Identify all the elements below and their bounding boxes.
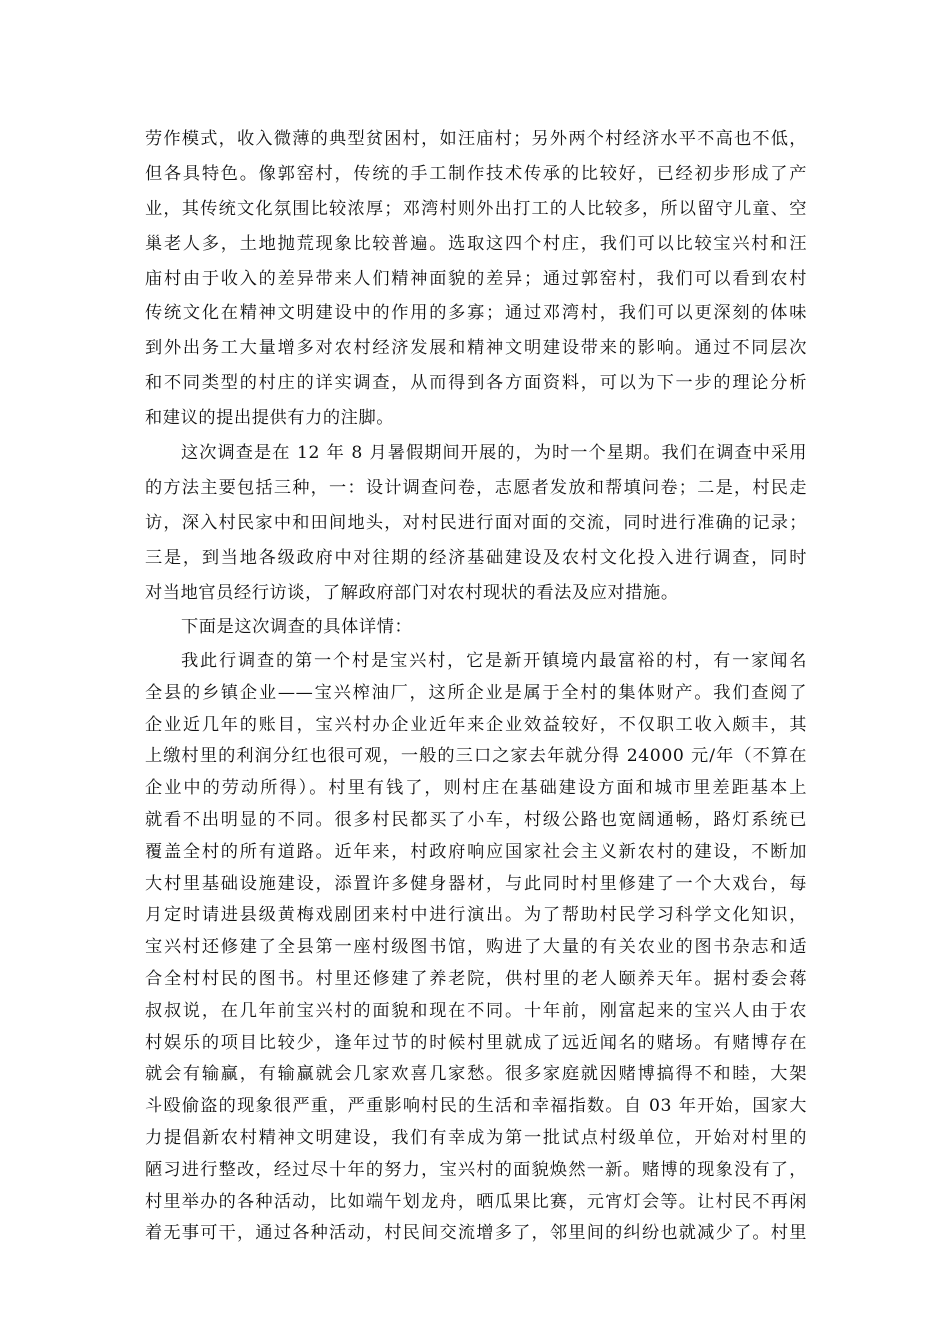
text-line: 对当地官员经行访谈，了解政府部门对农村现状的看法及应对措施。	[145, 582, 679, 603]
text-line: 企业近几年的账目，宝兴村办企业近年来企业效益较好，不仅职工收入颇丰，其	[145, 714, 807, 735]
text-line: 大村里基础设施建设，添置许多健身器材，与此同时村里修建了一个大戏台，每	[145, 873, 807, 894]
text-line: 庙村由于收入的差异带来人们精神面貌的差异；通过郭窑村，我们可以看到农村	[145, 268, 807, 289]
text-line: 上缴村里的利润分红也很可观，一般的三口之家去年就分得 24000 元/年（不算在	[145, 746, 807, 767]
paragraph-first-line: 这次调查是在 12 年 8 月暑假期间开展的，为时一个星期。我们在调查中采用	[181, 443, 807, 464]
text-line: 村娱乐的项目比较少，逢年过节的时候村里就成了远近闻名的赌场。有赌博存在	[145, 1032, 807, 1053]
paragraph-first-line: 下面是这次调查的具体详情：	[181, 617, 413, 638]
text-line: 月定时请进县级黄梅戏剧团来村中进行演出。为了帮助村民学习科学文化知识，	[145, 905, 807, 926]
text-line: 三是，到当地各级政府中对往期的经济基础建设及农村文化投入进行调查，同时	[145, 547, 807, 568]
paragraph-first-line: 我此行调查的第一个村是宝兴村，它是新开镇境内最富裕的村，有一家闻名	[181, 651, 807, 671]
text-line: 叔叔说，在几年前宝兴村的面貌和现在不同。十年前，刚富起来的宝兴人由于农	[145, 1000, 807, 1021]
text-line: 宝兴村还修建了全县第一座村级图书馆，购进了大量的有关农业的图书杂志和适	[145, 937, 807, 958]
text-line: 业，其传统文化氛围比较浓厚；邓湾村则外出打工的人比较多，所以留守儿童、空	[145, 198, 807, 219]
text-line: 访，深入村民家中和田间地头，对村民进行面对面的交流，同时进行准确的记录；	[145, 512, 807, 533]
text-line: 斗殴偷盗的现象很严重，严重影响村民的生活和幸福指数。自 03 年开始，国家大	[145, 1096, 807, 1117]
text-line: 村里举办的各种活动，比如端午划龙舟，晒瓜果比赛，元宵灯会等。让村民不再闲	[145, 1191, 807, 1212]
text-line: 全县的乡镇企业——宝兴榨油厂，这所企业是属于全村的集体财产。我们查阅了	[145, 682, 807, 703]
text-line: 和建议的提出提供有力的注脚。	[145, 408, 395, 429]
text-line: 到外出务工大量增多对农村经济发展和精神文明建设带来的影响。通过不同层次	[145, 338, 807, 359]
text-line: 的方法主要包括三种，一：设计调查问卷，志愿者发放和帮填问卷；二是，村民走	[145, 477, 807, 498]
text-line: 合全村村民的图书。村里还修建了养老院，供村里的老人颐养天年。据村委会蒋	[145, 968, 807, 989]
text-line: 巢老人多，土地抛荒现象比较普遍。选取这四个村庄，我们可以比较宝兴村和汪	[145, 233, 807, 254]
text-line: 传统文化在精神文明建设中的作用的多寡；通过邓湾村，我们可以更深刻的体味	[145, 303, 807, 324]
text-line: 就看不出明显的不同。很多村民都买了小车，村级公路也宽阔通畅，路灯系统已	[145, 809, 807, 830]
text-line: 劳作模式，收入微薄的典型贫困村，如汪庙村；另外两个村经济水平不高也不低，	[145, 129, 807, 149]
text-line: 着无事可干，通过各种活动，村民间交流增多了，邻里间的纠纷也就减少了。村里	[145, 1223, 807, 1244]
text-line: 就会有输赢，有输赢就会几家欢喜几家愁。很多家庭就因赌博搞得不和睦，大架	[145, 1064, 807, 1085]
body-text-section-1	[145, 122, 807, 645]
text-line: 力提倡新农村精神文明建设，我们有幸成为第一批试点村级单位，开始对村里的	[145, 1127, 807, 1148]
text-line: 陋习进行整改，经过尽十年的努力，宝兴村的面貌焕然一新。赌博的现象没有了，	[145, 1159, 807, 1180]
body-text-section-2	[145, 646, 807, 1250]
text-line: 覆盖全村的所有道路。近年来，村政府响应国家社会主义新农村的建设，不断加	[145, 841, 807, 862]
text-line: 但各具特色。像郭窑村，传统的手工制作技术传承的比较好，已经初步形成了产	[145, 163, 807, 184]
text-line: 和不同类型的村庄的详实调查，从而得到各方面资料，可以为下一步的理论分析	[145, 373, 807, 394]
text-line: 企业中的劳动所得）。村里有钱了，则村庄在基础建设方面和城市里差距基本上	[145, 778, 807, 799]
